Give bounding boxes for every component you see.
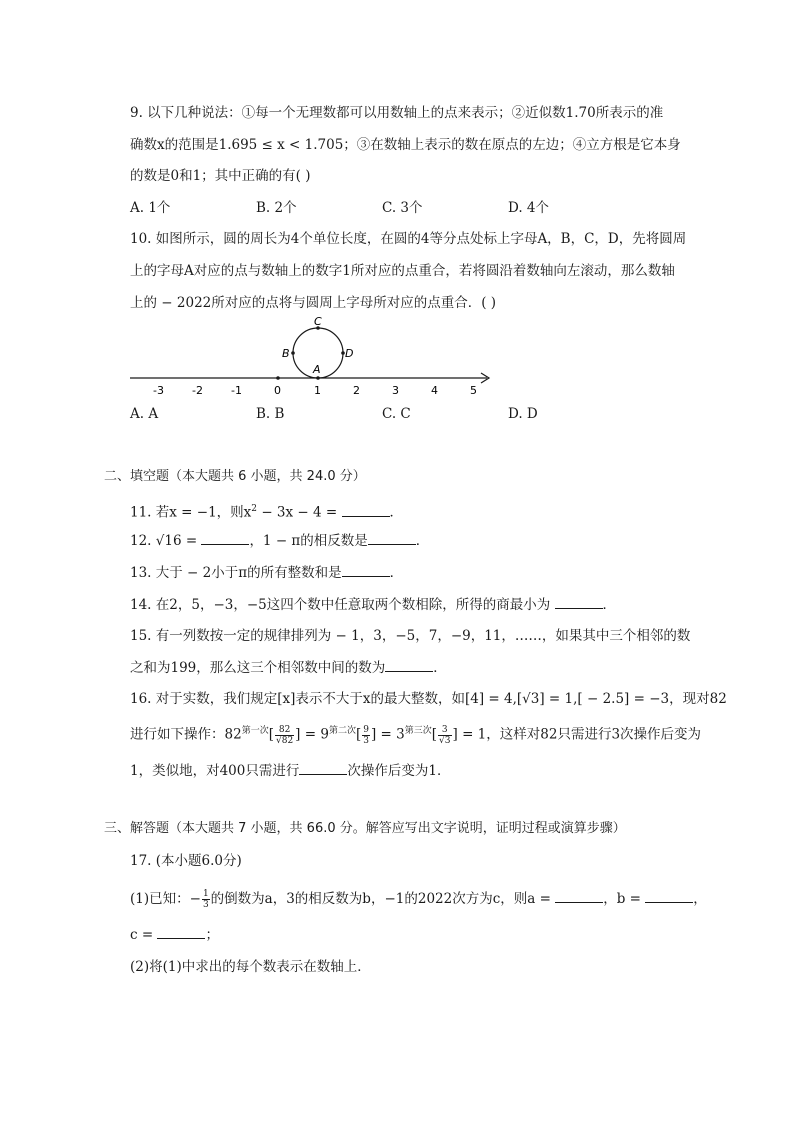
point-a-dot (316, 376, 320, 380)
tick-label: 3 (392, 384, 399, 397)
q16-step3-label: 第三次 (404, 726, 432, 736)
q9-line1: 9. 以下几种说法：①每一个无理数都可以用数轴上的点来表示；②近似数1.70所表示的准 (130, 105, 664, 121)
q17-c-label: c = (130, 927, 158, 943)
label-b: B (282, 347, 290, 360)
q10-line3: 上的 − 2022所对应的点将与圆周上字母所对应的点重合．( ) (130, 295, 497, 311)
number-line-figure (125, 312, 495, 400)
q12-blank-1 (201, 530, 249, 545)
q16-step2-label: 第二次 (328, 726, 356, 736)
q15-line2 (130, 657, 447, 678)
q10-option-d: D. D (508, 406, 538, 422)
label-d: D (345, 347, 354, 360)
q11-exponent: 2 (251, 504, 258, 514)
tick-label: 2 (353, 384, 360, 397)
q17-blank-a (555, 888, 603, 903)
tick-label: -2 (192, 384, 203, 397)
q16-frac-1-num: 82 (275, 725, 294, 736)
q17-part1-cont (130, 924, 219, 945)
tick-label: 0 (274, 384, 281, 397)
section3-title: 三、解答题（本大题共 7 小题，共 66.0 分。解答应写出文字说明，证明过程或演算步骤） (104, 821, 626, 836)
q15-text: 之和为199，那么这三个相邻数中间的数为 (130, 660, 386, 676)
q13 (130, 562, 403, 583)
q16-frac-3-den: √3 (439, 735, 451, 746)
label-a: A (313, 363, 321, 376)
tick-label: 5 (470, 384, 477, 397)
q17-blank-b (645, 888, 693, 903)
q9-line3: 的数是0和1；其中正确的有( ) (130, 168, 311, 184)
q16-text-f: 次操作后变为1． (347, 763, 451, 779)
q16-line1: 16. 对于实数，我们规定[x]表示不大于x的最大整数，如[4] = 4,[√3] = 1,[ − 2.5] = −3，现对82 (130, 691, 727, 707)
q10-option-c: C. C (382, 406, 411, 422)
label-c: C (314, 315, 322, 328)
q17-part1: (1)已知：− $\frac{1}{3}$ 的倒数为a，3的相反数为b，−1的2022次方为c，则a = ，b = ， (130, 889, 707, 910)
q16-frac-2 (362, 725, 370, 746)
q15-blank (385, 657, 433, 672)
tick-label: -1 (231, 384, 242, 397)
q11-blank (342, 502, 390, 517)
q17-frac-num: 1 (202, 889, 209, 899)
q16-text-d: = 1，这样对82只需进行3次操作后变为 (457, 726, 702, 743)
q17-frac (202, 889, 210, 910)
q16-frac-3 (438, 725, 451, 746)
q16-frac-3-num: 3 (438, 725, 451, 736)
q16-text-a: 进行如下操作：82 (130, 726, 242, 743)
q11 (130, 499, 403, 523)
section2-title: 二、填空题（本大题共 6 小题，共 24.0 分） (104, 469, 366, 484)
q12 (130, 530, 429, 551)
q16-frac-2-num: 9 (363, 724, 369, 735)
q11-text-b: − 3x − 4 = (257, 504, 342, 521)
q15-end: ． (433, 660, 447, 676)
point-b-dot (291, 351, 295, 355)
q16-frac-1 (275, 725, 294, 746)
q9-option-c: C. 3个 (382, 200, 423, 216)
q16-frac-1-den: √82 (275, 735, 294, 746)
q15-line1: 15. 有一列数按一定的规律排列为 − 1，3，−5，7，−9，11，……，如果其中三个相邻的数 (130, 628, 691, 644)
q16-text-b: = 9 (300, 726, 329, 743)
q17-blank-c (157, 924, 205, 939)
q16-text-c: = 3 (376, 726, 405, 743)
q17-frac-den: 3 (202, 900, 209, 910)
q9-line2: 确数x的范围是1.695 ≤ x < 1.705；③在数轴上表示的数在原点的左边；④立方根是它本身 (130, 137, 681, 153)
q14-text: 14. 在2，5，−3，−5这四个数中任意取两个数相除，所得的商最小为 (130, 597, 555, 613)
q17-c-end: ； (205, 927, 219, 943)
q16-text-e: 1，类似地，对400只需进行 (130, 763, 300, 779)
q12-blank-2 (368, 530, 416, 545)
q9-option-d: D. 4个 (508, 200, 550, 216)
q12-end: ． (415, 533, 430, 549)
q17-part1-text-a: (1)已知： (130, 891, 190, 907)
q11-text-a: 11. 若x = −1，则x (130, 504, 252, 521)
q17-part1-text-c: ，b = (603, 891, 646, 907)
q10-line2: 上的字母A对应的点与数轴上的数字1所对应的点重合，若将圆沿着数轴向左滚动，那么数轴 (130, 263, 675, 279)
q16-line2: 进行如下操作：$82^{第一次}$[ $\frac{82}{√82}$ ] = $9^{第二次}$[ $\frac{9}{3}$ ] = $3^{第三次}$[ $\frac{3}{√3}$ ] = 1，这样对82只需进行3次操作后变为 (130, 724, 702, 746)
q16-blank (299, 760, 347, 775)
q10-option-a: A. A (130, 406, 159, 422)
q16-line3 (130, 760, 450, 781)
q16-frac-2-den: 3 (363, 735, 369, 746)
tick-label: 1 (314, 384, 321, 397)
q10-line1: 10. 如图所示，圆的周长为4个单位长度，在圆的4等分点处标上字母A，B，C，D，先将圆周 (130, 231, 687, 247)
q16-step1-label: 第一次 (241, 726, 269, 736)
tick-label: -3 (153, 384, 164, 397)
q9-option-b: B. 2个 (256, 200, 297, 216)
tick-label: 4 (431, 384, 438, 397)
q13-blank (342, 562, 390, 577)
q13-text: 13. 大于 − 2小于π的所有整数和是 (130, 565, 342, 581)
q14 (130, 594, 616, 615)
q9-option-a: A. 1个 (130, 200, 171, 216)
q12-text-b: ，1 − π的相反数是 (249, 533, 368, 549)
q12-text-a: 12. √16 = (130, 533, 202, 549)
q17-part1-text-d: ， (693, 891, 707, 907)
q14-end: ． (602, 597, 617, 613)
q13-end: ． (389, 565, 404, 581)
q17-heading: 17. (本小题6.0分) (130, 853, 242, 869)
q17-part2: (2)将(1)中求出的每个数表示在数轴上． (130, 959, 371, 975)
q17-part1-text-b: 的倒数为a，3的相反数为b，−1的2022次方为c，则a = (210, 891, 556, 907)
q11-end: ． (389, 504, 404, 521)
q10-option-b: B. B (256, 406, 285, 422)
q14-blank (555, 594, 603, 609)
origin-dot (276, 376, 280, 380)
tick-labels (153, 384, 477, 397)
